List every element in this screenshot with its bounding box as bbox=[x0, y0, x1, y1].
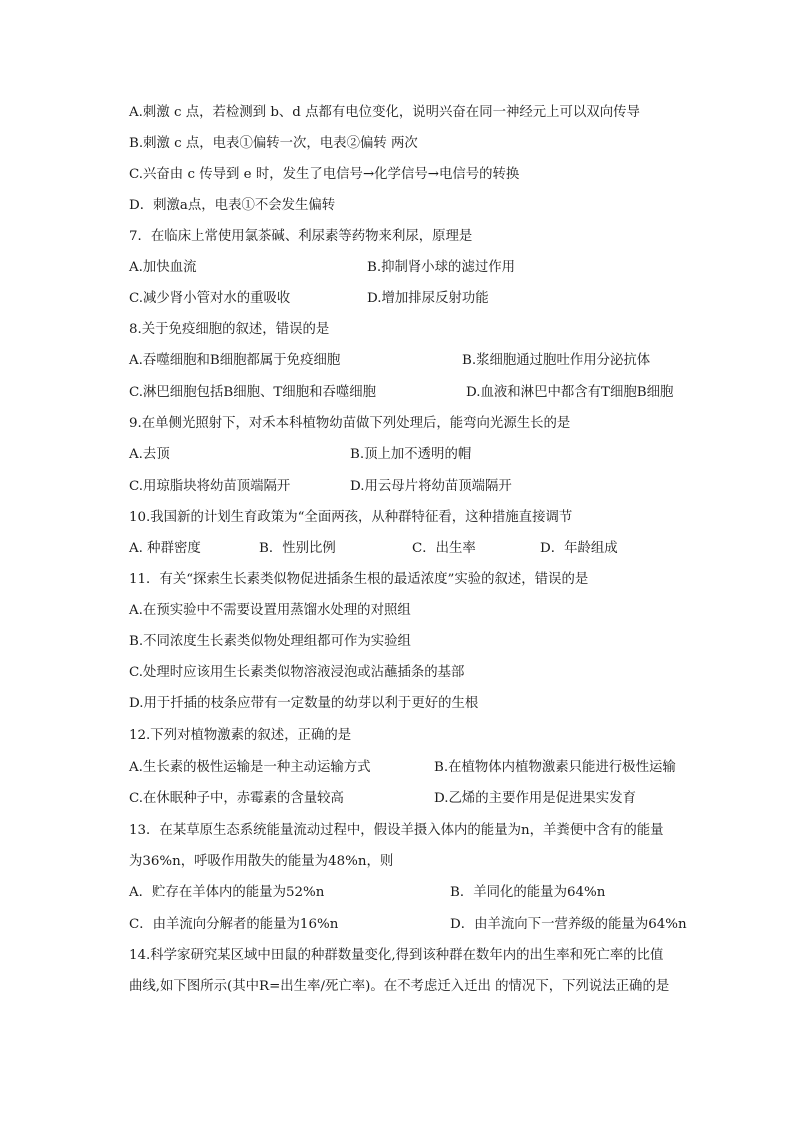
q8-option-a: A.吞噬细胞和B细胞都属于免疫细胞 bbox=[129, 353, 341, 368]
q13-stem-line2: 为36%n，呼吸作用散失的能量为48%n，则 bbox=[129, 854, 394, 869]
q8-stem: 8.关于免疫细胞的叙述，错误的是 bbox=[129, 322, 330, 337]
q13-stem-line1: 13．在某草原生态系统能量流动过程中，假设羊摄入体内的能量为n，羊粪便中含有的能量 bbox=[129, 823, 664, 838]
q13-option-d: D．由羊流向下一营养级的能量为64%n bbox=[450, 917, 687, 932]
q13-option-c: C．由羊流向分解者的能量为16%n bbox=[129, 917, 339, 932]
q11-option-a: A.在预实验中不需要设置用蒸馏水处理的对照组 bbox=[129, 603, 411, 618]
q7-option-d: D.增加排尿反射功能 bbox=[367, 291, 489, 306]
q8-option-d: D.血液和淋巴中都含有T细胞B细胞 bbox=[466, 385, 674, 400]
q9-option-b: B.顶上加不透明的帽 bbox=[350, 447, 472, 462]
q7-option-b: B.抑制肾小球的滤过作用 bbox=[367, 260, 516, 275]
q9-option-c: C.用琼脂块将幼苗顶端隔开 bbox=[129, 479, 291, 494]
q6-option-d: D．刺激a点，电表①不会发生偏转 bbox=[129, 198, 336, 213]
q8-option-b: B.浆细胞通过胞吐作用分泌抗体 bbox=[462, 353, 651, 368]
q10-option-b: B．性别比例 bbox=[259, 541, 336, 556]
q8-option-c: C.淋巴细胞包括B细胞、T细胞和吞噬细胞 bbox=[129, 385, 377, 400]
q11-option-c: C.处理时应该用生长素类似物溶液浸泡或沾蘸插条的基部 bbox=[129, 665, 465, 680]
q12-option-a: A.生长素的极性运输是一种主动运输方式 bbox=[129, 760, 371, 775]
q12-option-d: D.乙烯的主要作用是促进果实发育 bbox=[434, 791, 636, 806]
q9-stem: 9.在单侧光照射下，对禾本科植物幼苗做下列处理后，能弯向光源生长的是 bbox=[129, 416, 571, 431]
q9-option-a: A.去顶 bbox=[129, 447, 170, 462]
q7-option-c: C.减少肾小管对水的重吸收 bbox=[129, 291, 291, 306]
q12-option-b: B.在植物体内植物激素只能进行极性运输 bbox=[434, 760, 676, 775]
q14-stem-line2: 曲线,如下图所示(其中R=出生率/死亡率)。在不考虑迁入迁出 的情况下，下列说法正确的是 bbox=[129, 979, 670, 994]
q6-option-b: B.刺激 c 点，电表①偏转一次，电表②偏转 两次 bbox=[129, 136, 418, 151]
q6-option-c: C.兴奋由 c 传导到 e 时，发生了电信号→化学信号→电信号的转换 bbox=[129, 167, 520, 182]
q13-option-a: A．贮存在羊体内的能量为52%n bbox=[129, 885, 325, 900]
q11-stem: 11．有关“探索生长素类似物促进插条生根的最适浓度”实验的叙述，错误的是 bbox=[129, 572, 589, 587]
q11-option-b: B.不同浓度生长素类似物处理组都可作为实验组 bbox=[129, 634, 411, 649]
q13-option-b: B．羊同化的能量为64%n bbox=[450, 885, 606, 900]
q14-stem-line1: 14.科学家研究某区域中田鼠的种群数量变化,得到该种群在数年内的出生率和死亡率的比值 bbox=[129, 948, 664, 963]
q10-option-d: D．年龄组成 bbox=[540, 541, 618, 556]
q9-option-d: D.用云母片将幼苗顶端隔开 bbox=[350, 479, 512, 494]
q6-option-a: A.刺激 c 点，若检测到 b、d 点都有电位变化，说明兴奋在同一神经元上可以双向传导 bbox=[129, 105, 640, 120]
q12-option-c: C.在休眠种子中，赤霉素的含量较高 bbox=[129, 791, 344, 806]
q10-option-a: A. 种群密度 bbox=[129, 541, 201, 556]
q7-option-a: A.加快血流 bbox=[129, 260, 197, 275]
q12-stem: 12.下列对植物激素的叙述，正确的是 bbox=[129, 728, 352, 743]
q11-option-d: D.用于扦插的枝条应带有一定数量的幼芽以利于更好的生根 bbox=[129, 696, 479, 711]
q10-option-c: C．出生率 bbox=[412, 541, 476, 556]
q10-stem: 10.我国新的计划生育政策为“全面两孩，从种群特征看，这种措施直接调节 bbox=[129, 510, 573, 525]
q7-stem: 7．在临床上常使用氯茶碱、利尿素等药物来利尿，原理是 bbox=[129, 229, 473, 244]
